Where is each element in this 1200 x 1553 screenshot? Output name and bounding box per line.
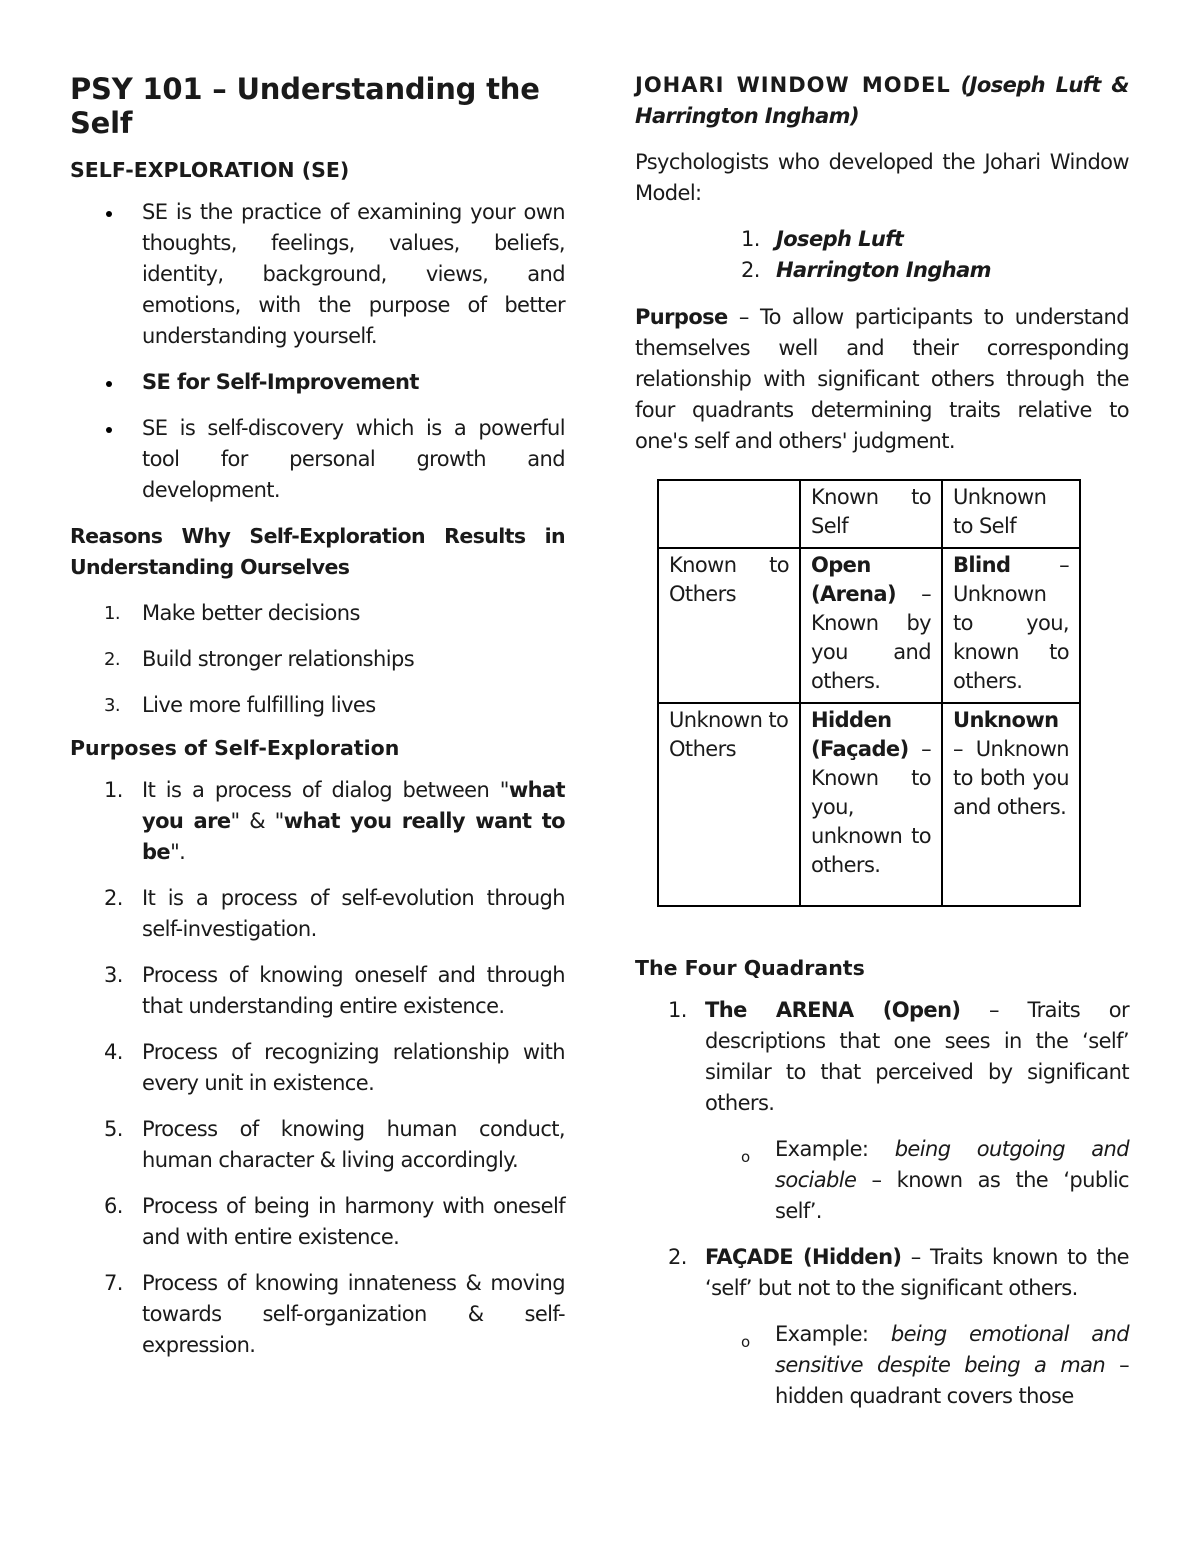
se-bullet-list [70,197,565,506]
table-cell-blind: Blind – Unknown to you, known to others. [942,548,1080,703]
reasons-heading: Reasons Why Self-Exploration Results in Understanding Ourselves [70,524,565,579]
table-header-known-to-self: Known to Self [800,480,942,548]
list-item: 2. Build stronger relationships [104,647,415,671]
list-item: 1. It is a process of dialog between "what you are" & "what you really want to be". [104,778,565,864]
list-item: SE is self-discovery which is a powerful tool for personal growth and development. [70,413,565,506]
page-title: PSY 101 – Understanding the Self [70,72,540,140]
list-item: 3. Live more fulfilling lives [104,693,376,717]
quadrants-list [635,995,1129,1412]
example-item: o Example: being outgoing and sociable – known as the ‘public self’. [741,1137,1129,1223]
table-cell-empty [658,480,800,548]
list-item: 1. The ARENA (Open) – Traits or descriptions that one sees in the ‘self’ similar to that perceived by significant others. o Example: being outgoing and sociable – known as the ‘public self’. [635,995,1129,1227]
table-cell-hidden: Hidden (Façade) – Known to you, unknown to others. [800,703,942,906]
bullet-icon [106,427,112,433]
purpose-paragraph: Purpose – To allow participants to understand themselves well and their corresponding relationship with significant others through the four quadrants determining traits relative to one's self and others' judgment. [635,305,1129,453]
four-quadrants-heading: The Four Quadrants [635,956,865,980]
table-row-header-unknown-to-others: Unknown to Others [658,703,800,906]
authors-list [635,224,1129,286]
right-column [635,70,1129,1427]
table-header-unknown-to-self: Unknown to Self [942,480,1080,548]
list-item: 3. Process of knowing oneself and through that understanding entire existence. [104,963,565,1018]
circle-bullet-icon: o [741,1333,750,1351]
list-item: 1. Make better decisions [104,601,360,625]
list-item: 6. Process of being in harmony with oneself and with entire existence. [104,1194,565,1249]
purposes-list [70,775,565,1361]
circle-bullet-icon: o [741,1148,750,1166]
list-item: 4. Process of recognizing relationship with every unit in existence. [104,1040,565,1095]
johari-heading: JOHARI WINDOW MODEL (Joseph Luft & Harrington Ingham) [635,73,1129,128]
bullet-icon [106,211,112,217]
list-item: 7. Process of knowing innateness & moving towards self-organization & self-expression. [104,1271,565,1357]
table-row-header-known-to-others: Known to Others [658,548,800,703]
list-item: 2. FAÇADE (Hidden) – Traits known to the ‘self’ but not to the significant others. o Example: being emotional and sensitive despite being a man – hidden quadrant covers those [635,1242,1129,1412]
example-item: o Example: being emotional and sensitive despite being a man – hidden quadrant covers those [741,1322,1129,1408]
johari-window-table [657,479,1081,907]
table-cell-unknown: Unknown – Unknown to both you and others. [942,703,1080,906]
bullet-icon [106,381,112,387]
list-item: 5. Process of knowing human conduct, human character & living accordingly. [104,1117,565,1172]
list-item: SE for Self-Improvement [70,367,565,398]
reasons-list [70,598,565,721]
list-item: 2. It is a process of self-evolution through self-investigation. [104,886,565,941]
list-item: SE is the practice of examining your own thoughts, feelings, values, beliefs, identity, background, views, and emotions, with the purpose of better understanding yourself. [70,197,565,352]
list-item: 1. Joseph Luft [741,227,904,251]
self-exploration-heading: SELF-EXPLORATION (SE) [70,158,350,182]
purposes-heading: Purposes of Self-Exploration [70,736,400,760]
table-cell-open: Open (Arena) – Known by you and others. [800,548,942,703]
list-item: 2. Harrington Ingham [741,258,991,282]
psychologists-intro: Psychologists who developed the Johari Window Model: [635,150,1129,205]
left-column [70,70,565,1376]
